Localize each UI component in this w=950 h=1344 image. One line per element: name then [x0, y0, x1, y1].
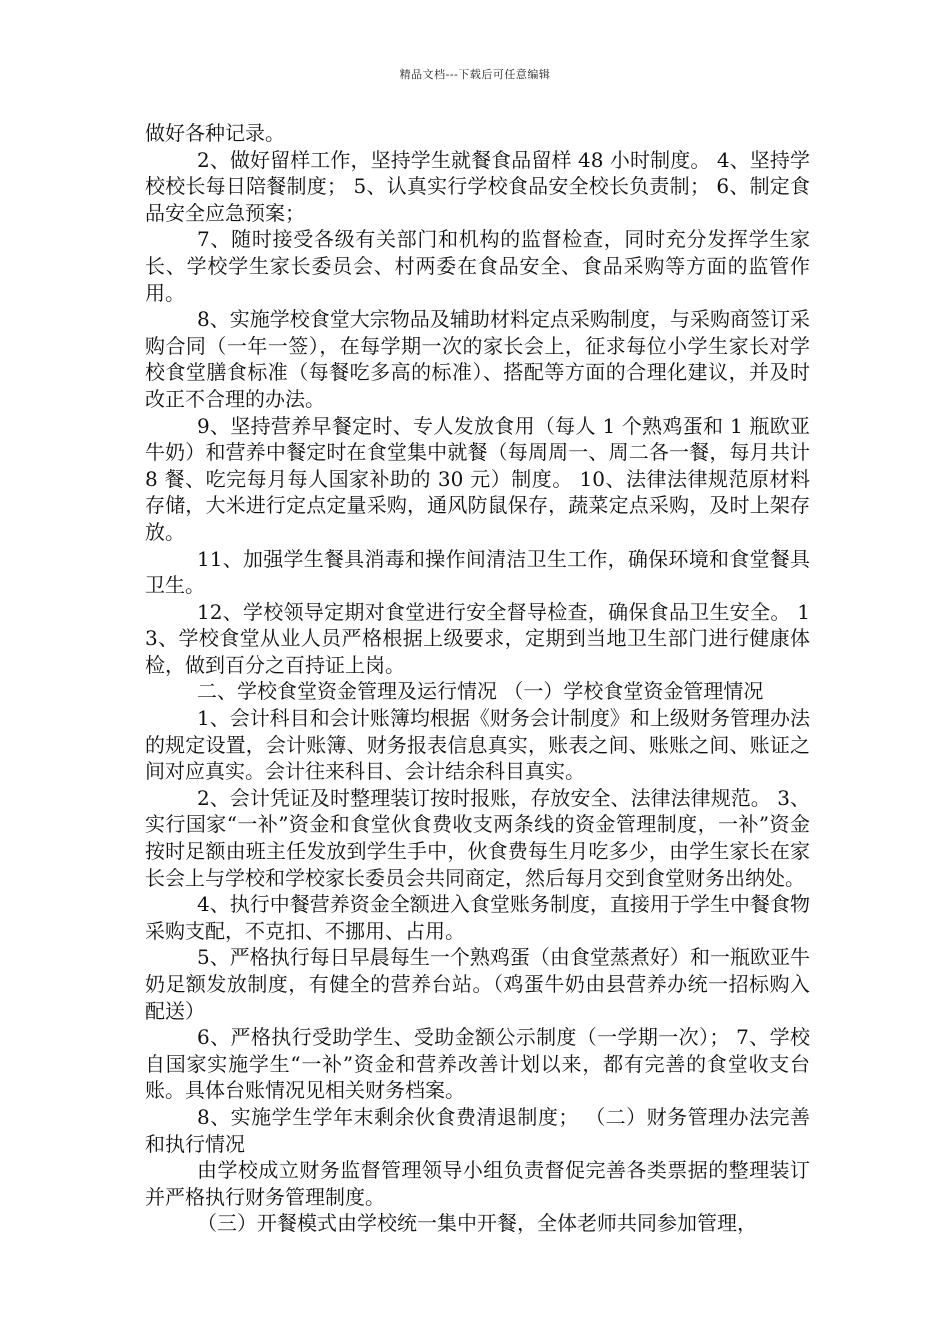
paragraph: 由学校成立财务监督管理领导小组负责督促完善各类票据的整理装订并严格执行财务管理制度。: [145, 1158, 810, 1209]
paragraph: 12、学校领导定期对食堂进行安全督导检查，确保食品卫生安全。 13、学校食堂从业人员严格根据上级要求，定期到当地卫生部门进行健康体检，做到百分之百持证上岗。: [145, 599, 810, 677]
paragraph: 9、坚持营养早餐定时、专人发放食用（每人 1 个熟鸡蛋和 1 瓶欧亚牛奶）和营养中餐定时在食堂集中就餐（每周周一、周二各一餐，每月共计 8 餐、吃完每月每人国家补助的 30 元）制度。 10、法律法律规范原材料存储，大米进行定点定量采购，通风防鼠保存，蔬菜定点采购，及时上架存放。: [145, 413, 810, 544]
paragraph: 7、随时接受各级有关部门和机构的监督检查，同时充分发挥学生家长、学校学生家长委员会、村两委在食品安全、食品采购等方面的监管作用。: [145, 227, 810, 305]
paragraph: 8、实施学生学年末剩余伙食费清退制度； （二）财务管理办法完善和执行情况: [145, 1104, 810, 1156]
paragraph: 2、会计凭证及时整理装订按时报账，存放安全、法律法律规范。 3、实行国家“一补”资金和食堂伙食费收支两条线的资金管理制度，一补”资金按时足额由班主任发放到学生手中，伙食费每生月吃多少，由学生家长在家长会上与学校和学校家长委员会共同商定，然后每月交到食堂财务出纳处。: [145, 785, 810, 890]
paragraph: 11、加强学生餐具消毒和操作间清洁卫生工作，确保环境和食堂餐具卫生。: [145, 546, 810, 598]
page-header: 精品文档---下载后可任意编辑: [399, 68, 551, 81]
paragraph: 2、做好留样工作，坚持学生就餐食品留样 48 小时制度。 4、坚持学校校长每日陪餐制度； 5、认真实行学校食品安全校长负责制； 6、制定食品安全应急预案；: [145, 147, 810, 225]
paragraph: 8、实施学校食堂大宗物品及辅助材料定点采购制度，与采购商签订采购合同（一年一签），在每学期一次的家长会上，征求每位小学生家长对学校食堂膳食标准（每餐吃多高的标准）、搭配等方面的合理化建议，并及时改正不合理的办法。: [145, 307, 810, 411]
paragraph: 4、执行中餐营养资金全额进入食堂账务制度，直接用于学生中餐食物采购支配，不克扣、不挪用、占用。: [145, 892, 810, 943]
document-body: [145, 120, 810, 1237]
paragraph: 做好各种记录。: [145, 121, 285, 145]
paragraph: 1、会计科目和会计账簿均根据《财务会计制度》和上级财务管理办法的规定设置，会计账簿、财务报表信息真实，账表之间、账账之间、账证之间对应真实。会计往来科目、会计结余科目真实。: [145, 706, 810, 784]
paragraph: 二、学校食堂资金管理及运行情况 （一）学校食堂资金管理情况: [197, 679, 764, 704]
paragraph: （三）开餐模式由学校统一集中开餐，全体老师共同参加管理，: [197, 1211, 757, 1236]
paragraph: 5、严格执行每日早晨每生一个熟鸡蛋（由食堂蒸煮好）和一瓶欧亚牛奶足额发放制度，有健全的营养台站。（鸡蛋牛奶由县营养办统一招标购入配送）: [145, 945, 810, 1023]
paragraph: 6、严格执行受助学生、受助金额公示制度（一学期一次）； 7、学校自国家实施学生“一补”资金和营养改善计划以来，都有完善的食堂收支台账。具体台账情况见相关财务档案。: [145, 1025, 810, 1103]
